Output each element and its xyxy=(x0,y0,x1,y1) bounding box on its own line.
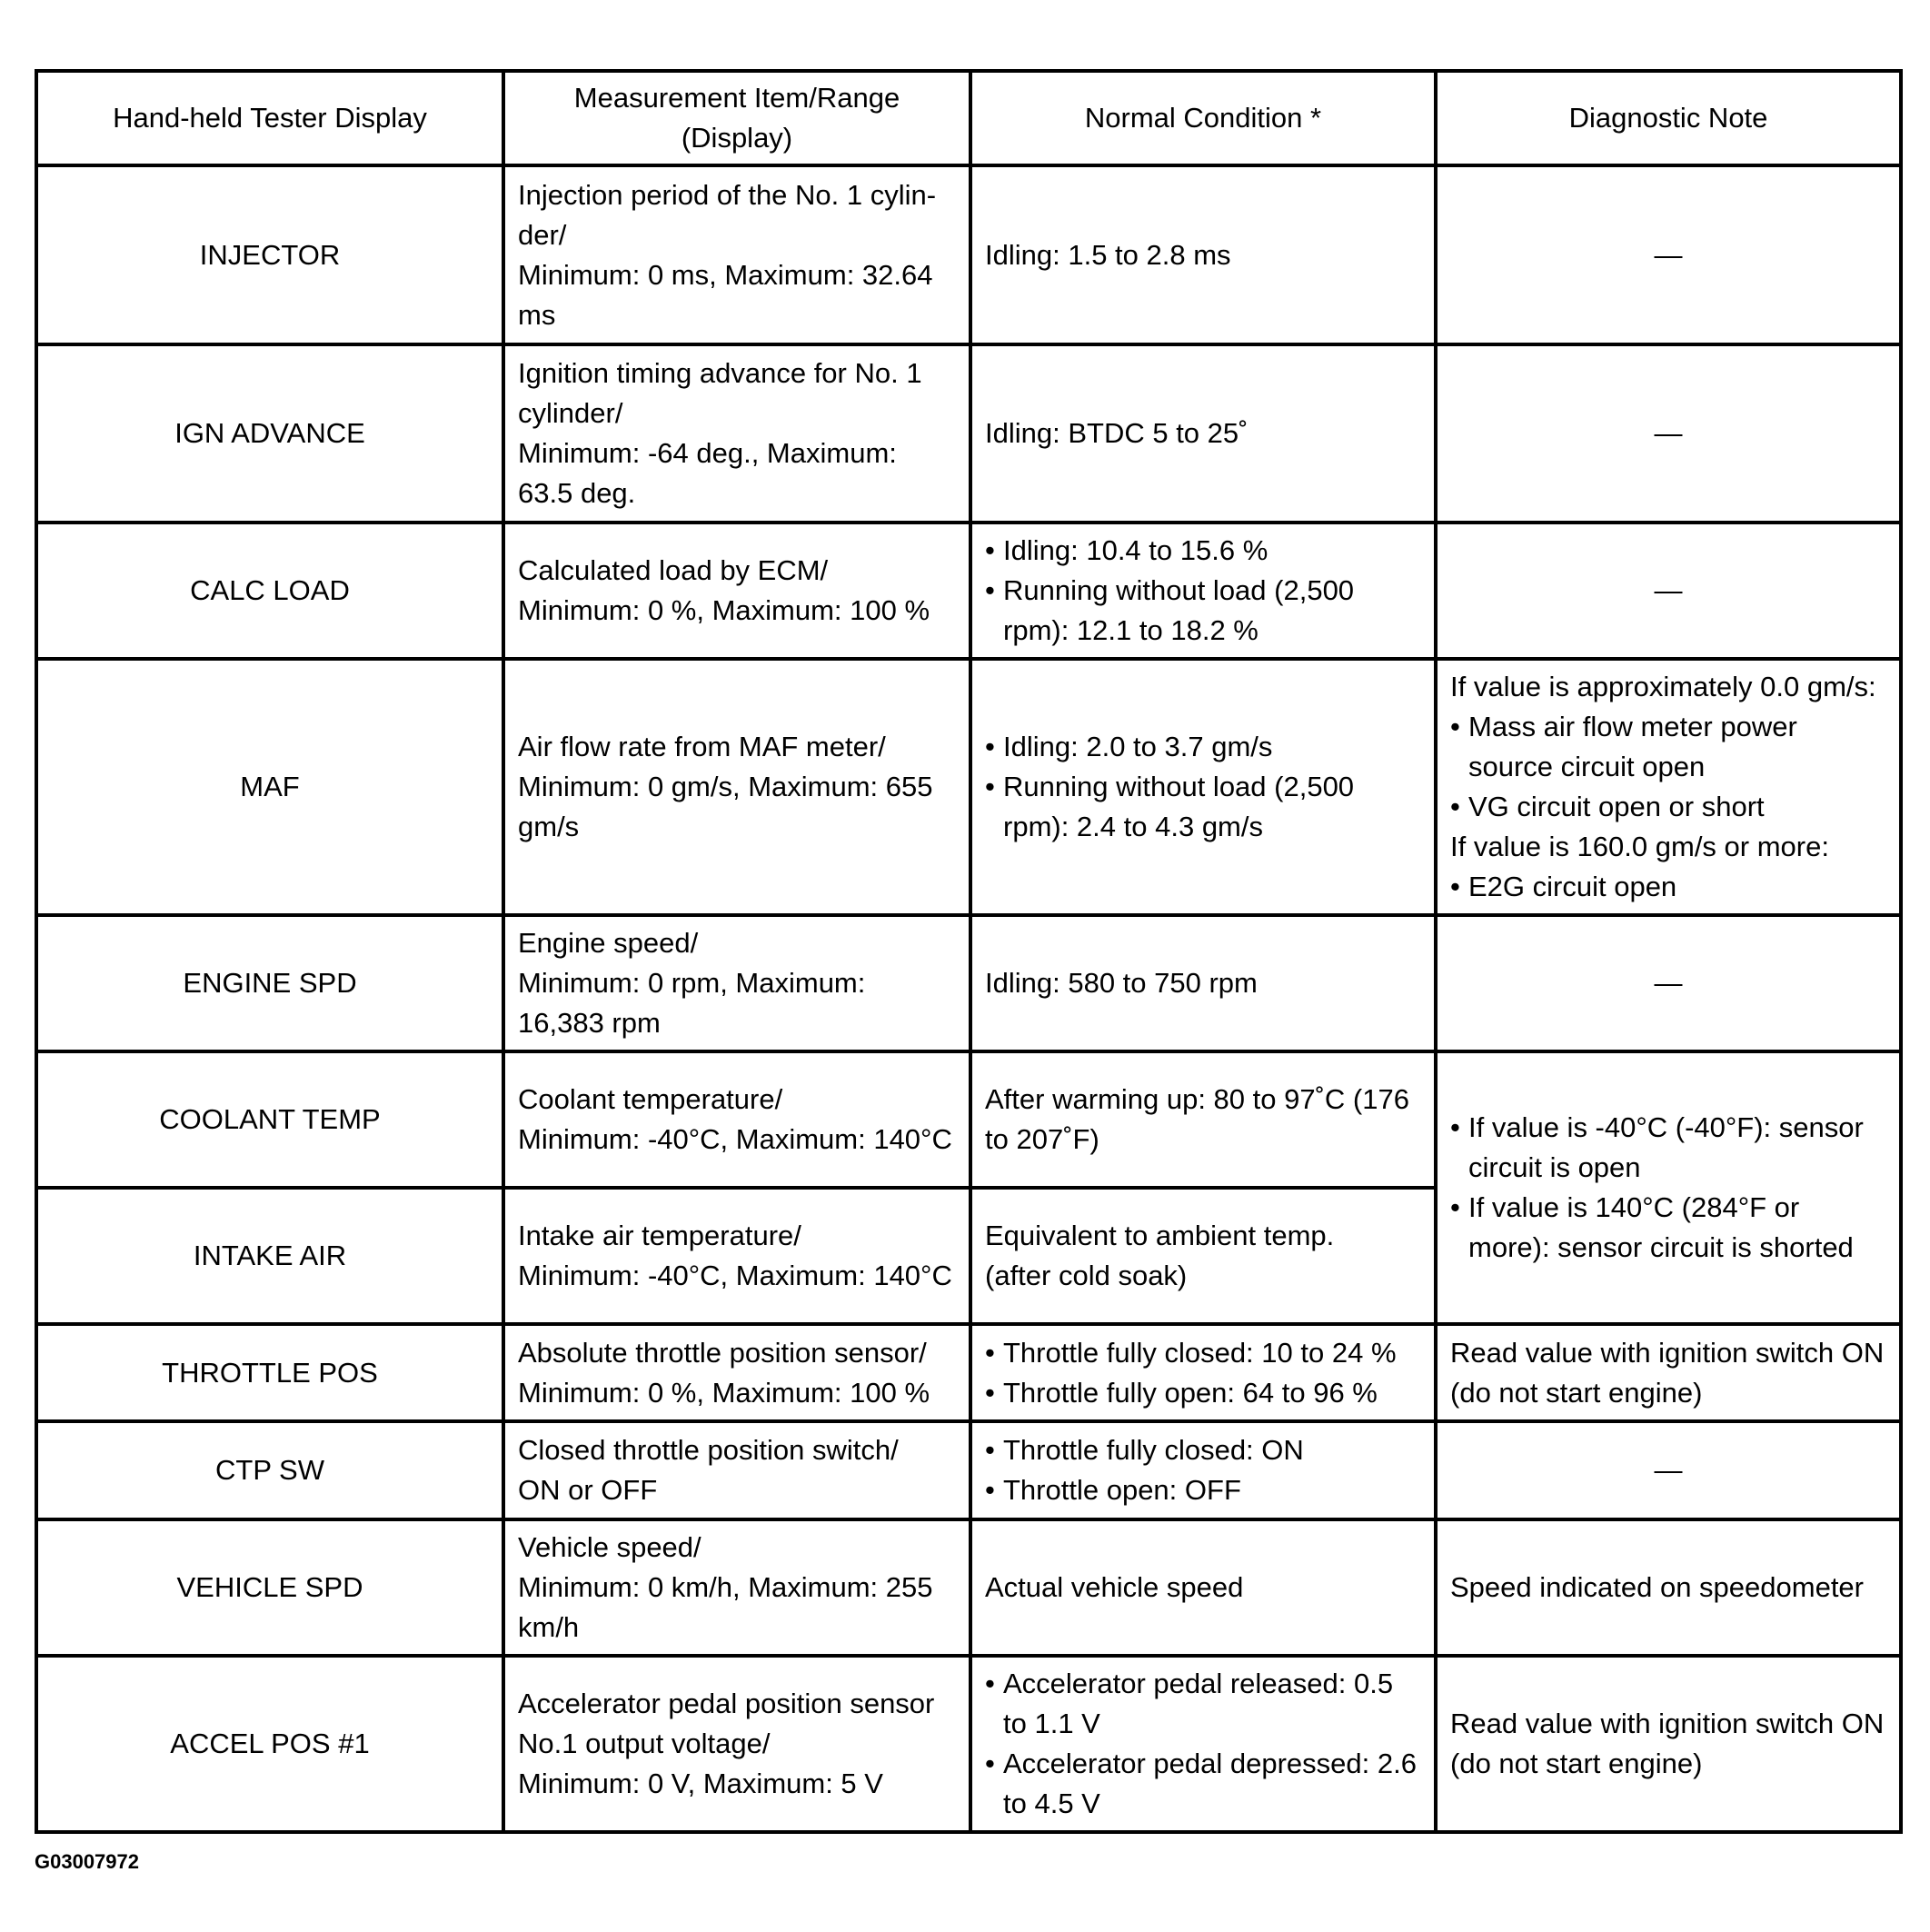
measurement-item-cell: Ignition timing advance for No. 1 cylinder/ Minimum: -64 deg., Maximum: 63.5 deg. xyxy=(503,344,970,523)
normal-condition-cell: • Throttle fully closed: 10 to 24 % • Throttle fully open: 64 to 96 % xyxy=(970,1324,1436,1421)
tester-display-cell: THROTTLE POS xyxy=(36,1324,503,1421)
header-diagnostic-note: Diagnostic Note xyxy=(1436,71,1901,165)
measurement-item-cell: Closed throttle position switch/ ON or OFF xyxy=(503,1421,970,1519)
normal-condition-cell: • Idling: 10.4 to 15.6 % • Running without load (2,500 rpm): 12.1 to 18.2 % xyxy=(970,523,1436,659)
normal-condition-cell: • Throttle fully closed: ON • Throttle open: OFF xyxy=(970,1421,1436,1519)
normal-condition-cell: • Idling: 2.0 to 3.7 gm/s • Running without load (2,500 rpm): 2.4 to 4.3 gm/s xyxy=(970,659,1436,915)
diagnostic-note-cell: Read value with ignition switch ON (do not start engine) xyxy=(1436,1656,1901,1832)
measurement-item-cell: Accelerator pedal position sensor No.1 output voltage/ Minimum: 0 V, Maximum: 5 V xyxy=(503,1656,970,1832)
diagnostic-note-cell: If value is approximately 0.0 gm/s: • Mass air flow meter power source circuit open • VG circuit open or short If value is 160.0 gm/s or more: • E2G circuit open xyxy=(1436,659,1901,915)
tester-display-cell: VEHICLE SPD xyxy=(36,1519,503,1656)
diagnostic-note-cell: • If value is -40°C (-40°F): sensor circuit is open • If value is 140°C (284°F or more): sensor circuit is shorted xyxy=(1436,1051,1901,1324)
table-row xyxy=(36,344,1901,523)
table-row xyxy=(36,1519,1901,1656)
table-row xyxy=(36,1656,1901,1832)
table-row xyxy=(36,1051,1901,1188)
table-row xyxy=(36,915,1901,1051)
figure-id: G03007972 xyxy=(35,1850,139,1873)
header-row xyxy=(36,71,1901,165)
normal-condition-cell: Idling: 580 to 750 rpm xyxy=(970,915,1436,1051)
diagnostic-note-cell: — xyxy=(1436,523,1901,659)
diagnostic-note-cell: — xyxy=(1436,344,1901,523)
diagnostic-note-cell: Speed indicated on speedometer xyxy=(1436,1519,1901,1656)
diagnostic-note-cell: — xyxy=(1436,1421,1901,1519)
measurement-item-cell: Air flow rate from MAF meter/ Minimum: 0 gm/s, Maximum: 655 gm/s xyxy=(503,659,970,915)
tester-display-cell: ACCEL POS #1 xyxy=(36,1656,503,1832)
measurement-item-cell: Injection period of the No. 1 cylin-der/ Minimum: 0 ms, Maximum: 32.64 ms xyxy=(503,165,970,344)
tester-display-cell: ENGINE SPD xyxy=(36,915,503,1051)
measurement-item-cell: Intake air temperature/ Minimum: -40°C, Maximum: 140°C xyxy=(503,1188,970,1324)
normal-condition-cell: • Accelerator pedal released: 0.5 to 1.1 V • Accelerator pedal depressed: 2.6 to 4.5 V xyxy=(970,1656,1436,1832)
normal-condition-cell: After warming up: 80 to 97˚C (176 to 207˚F) xyxy=(970,1051,1436,1188)
normal-condition-cell: Idling: BTDC 5 to 25˚ xyxy=(970,344,1436,523)
table-row xyxy=(36,1421,1901,1519)
measurement-item-cell: Coolant temperature/ Minimum: -40°C, Maximum: 140°C xyxy=(503,1051,970,1188)
diagnostic-note-cell: Read value with ignition switch ON (do not start engine) xyxy=(1436,1324,1901,1421)
tester-display-cell: COOLANT TEMP xyxy=(36,1051,503,1188)
measurement-item-cell: Vehicle speed/ Minimum: 0 km/h, Maximum: 255 km/h xyxy=(503,1519,970,1656)
tester-display-cell: IGN ADVANCE xyxy=(36,344,503,523)
header-measurement-item: Measurement Item/Range (Display) xyxy=(503,71,970,165)
tester-display-cell: INJECTOR xyxy=(36,165,503,344)
tester-display-cell: CALC LOAD xyxy=(36,523,503,659)
tester-display-cell: CTP SW xyxy=(36,1421,503,1519)
header-normal-condition: Normal Condition * xyxy=(970,71,1436,165)
table-row xyxy=(36,523,1901,659)
table-row xyxy=(36,1324,1901,1421)
measurement-item-cell: Engine speed/ Minimum: 0 rpm, Maximum: 16,383 rpm xyxy=(503,915,970,1051)
table-row xyxy=(36,165,1901,344)
normal-condition-cell: Actual vehicle speed xyxy=(970,1519,1436,1656)
tester-display-cell: INTAKE AIR xyxy=(36,1188,503,1324)
measurement-item-cell: Calculated load by ECM/ Minimum: 0 %, Maximum: 100 % xyxy=(503,523,970,659)
measurement-item-cell: Absolute throttle position sensor/ Minimum: 0 %, Maximum: 100 % xyxy=(503,1324,970,1421)
normal-condition-cell: Equivalent to ambient temp. (after cold soak) xyxy=(970,1188,1436,1324)
header-tester-display: Hand-held Tester Display xyxy=(36,71,503,165)
tester-display-cell: MAF xyxy=(36,659,503,915)
normal-condition-cell: Idling: 1.5 to 2.8 ms xyxy=(970,165,1436,344)
table-row xyxy=(36,659,1901,915)
diagnostic-note-cell: — xyxy=(1436,915,1901,1051)
data-list-table xyxy=(35,69,1903,1834)
diagnostic-note-cell: — xyxy=(1436,165,1901,344)
